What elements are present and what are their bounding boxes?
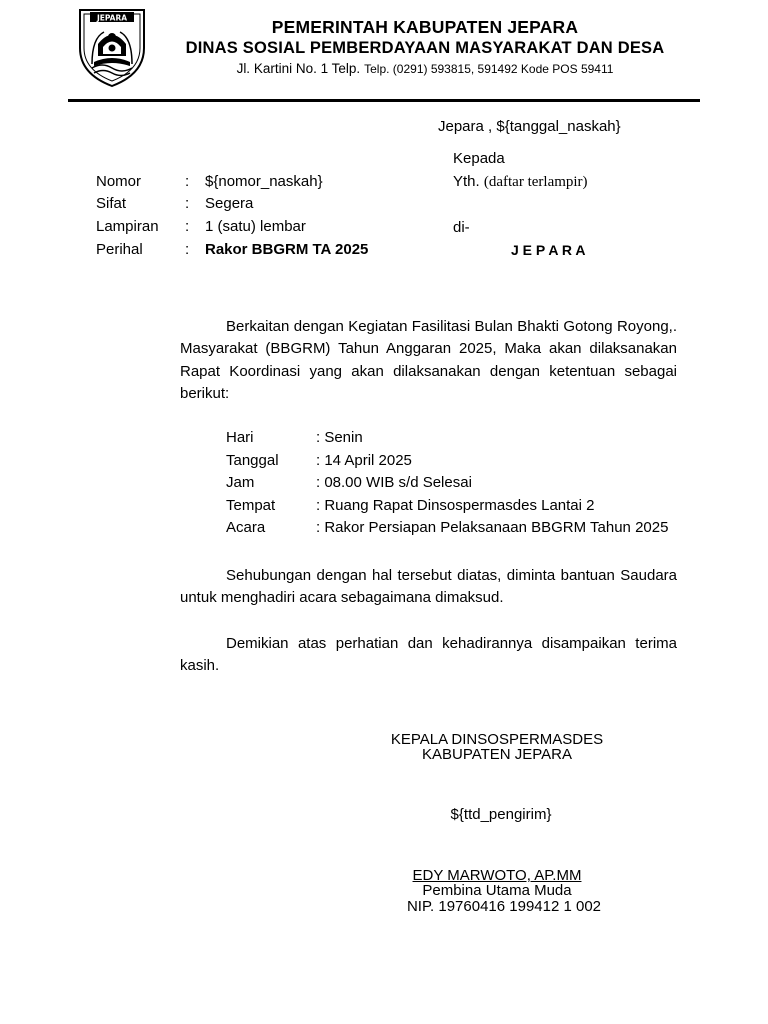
detail-value-tempat: : Ruang Rapat Dinsospermasdes Lantai 2 bbox=[316, 497, 595, 514]
meta-value-nomor: ${nomor_naskah} bbox=[205, 173, 323, 190]
meta-value-sifat: Segera bbox=[205, 195, 254, 212]
detail-label-hari: Hari bbox=[226, 429, 254, 446]
body-paragraph-3-text: Demikian atas perhatian dan kehadirannya disampaikan terima kasih. bbox=[180, 635, 677, 675]
detail-value-hari: : Senin bbox=[316, 429, 363, 446]
signatory-name: EDY MARWOTO, AP.MM bbox=[412, 867, 582, 884]
body-paragraph-2-text: Sehubungan dengan hal tersebut diatas, diminta bantuan Saudara untuk menghadiri acara sebagaimana dimaksud. bbox=[180, 567, 677, 607]
recipient-yth bbox=[453, 173, 588, 191]
meta-colon-sifat: : bbox=[185, 195, 190, 212]
meta-label-sifat: Sifat bbox=[96, 195, 127, 212]
signature-title-2: KABUPATEN JEPARA bbox=[421, 746, 573, 763]
letterhead-government: PEMERINTAH KABUPATEN JEPARA bbox=[271, 17, 579, 37]
letterhead-address-street: Jl. Kartini No. 1 Telp. bbox=[236, 61, 361, 76]
signatory-rank: Pembina Utama Muda bbox=[422, 882, 572, 899]
signature-title-1: KEPALA DINSOSPERMASDES bbox=[390, 731, 604, 748]
logo-text: JEPARA bbox=[96, 13, 128, 23]
body-paragraph-1-text: Berkaitan dengan Kegiatan Fasilitasi Bulan Bhakti Gotong Royong,. Masyarakat (BBGRM) Tahun Anggaran 2025, Maka akan dilaksanakan Rapat Koordinasi yang akan dilaksanakan dengan ketentuan sebagai berikut: bbox=[180, 318, 677, 403]
meta-colon-lampiran: : bbox=[185, 218, 190, 235]
body-paragraph-3 bbox=[180, 633, 677, 678]
jepara-coat-of-arms-logo bbox=[74, 4, 150, 88]
body-paragraph-2 bbox=[180, 565, 677, 610]
recipient-yth-value: (daftar terlampir) bbox=[483, 174, 588, 190]
letterhead-address-phone: Telp. (0291) 593815, 591492 Kode POS 59411 bbox=[364, 62, 614, 76]
detail-label-tanggal: Tanggal bbox=[226, 452, 279, 469]
meta-value-lampiran: 1 (satu) lembar bbox=[205, 218, 306, 235]
detail-value-tanggal: : 14 April 2025 bbox=[316, 452, 412, 469]
body-paragraph-1 bbox=[180, 316, 677, 406]
detail-label-jam: Jam bbox=[226, 474, 255, 491]
detail-value-jam: : 08.00 WIB s/d Selesai bbox=[316, 474, 472, 491]
recipient-city: J E P A R A bbox=[511, 242, 586, 258]
meta-colon-nomor: : bbox=[185, 173, 190, 190]
meta-label-lampiran: Lampiran bbox=[96, 218, 159, 235]
meta-label-nomor: Nomor bbox=[96, 173, 142, 190]
detail-label-tempat: Tempat bbox=[226, 497, 276, 514]
recipient-kepada: Kepada bbox=[453, 150, 505, 167]
detail-value-acara: : Rakor Persiapan Pelaksanaan BBGRM Tahun 2025 bbox=[316, 519, 669, 536]
meta-label-perihal: Perihal bbox=[96, 241, 143, 258]
letterhead-department: DINAS SOSIAL PEMBERDAYAAN MASYARAKAT DAN DESA bbox=[185, 39, 665, 57]
signature-placeholder: ${ttd_pengirim} bbox=[450, 806, 552, 823]
recipient-di: di- bbox=[453, 219, 470, 236]
signatory-nip: NIP. 19760416 199412 1 002 bbox=[406, 898, 602, 915]
detail-label-acara: Acara bbox=[226, 519, 266, 536]
letterhead-address bbox=[150, 61, 700, 76]
meta-colon-perihal: : bbox=[185, 241, 190, 258]
letterhead-divider bbox=[68, 99, 700, 102]
place-date: Jepara , ${tanggal_naskah} bbox=[438, 118, 621, 135]
meta-value-perihal: Rakor BBGRM TA 2025 bbox=[205, 241, 369, 258]
recipient-yth-prefix: Yth. bbox=[453, 173, 480, 190]
